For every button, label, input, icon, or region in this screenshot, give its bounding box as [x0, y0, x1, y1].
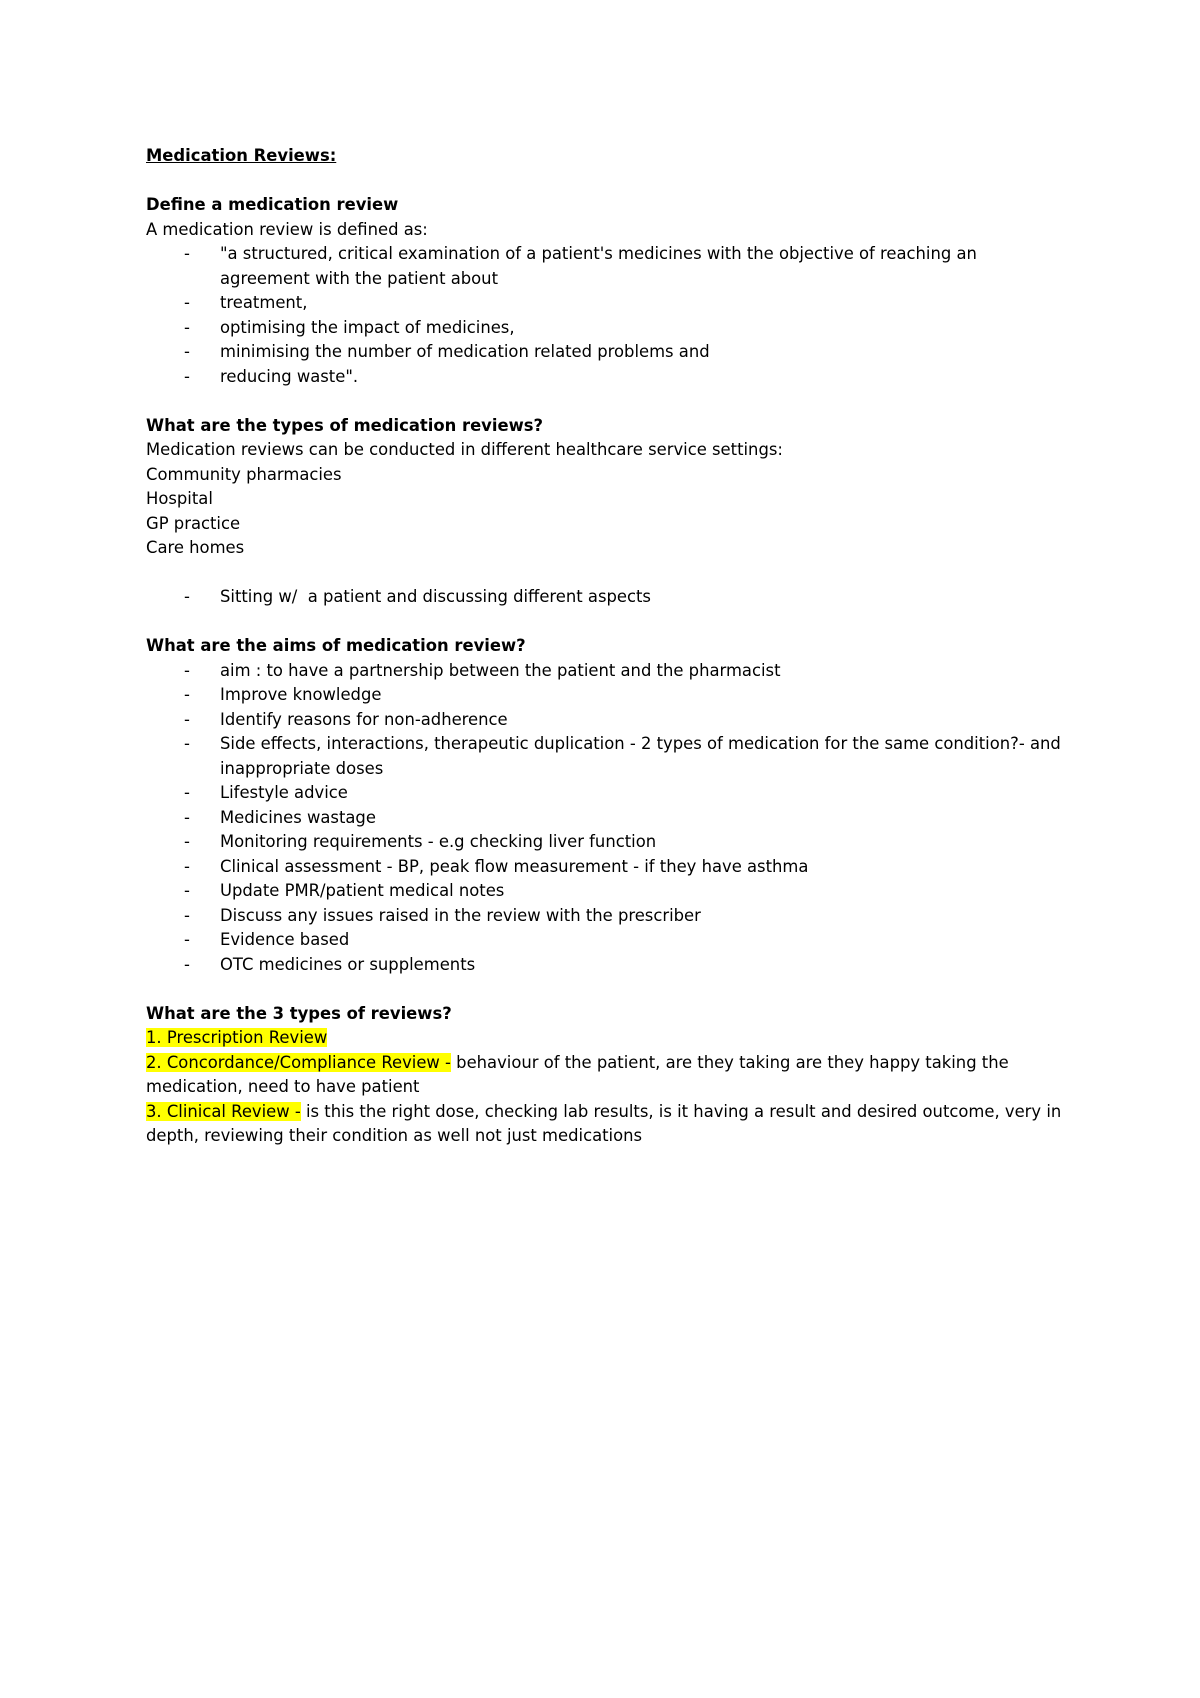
list-item	[146, 830, 1066, 855]
document-title: Medication Reviews:	[146, 146, 337, 165]
define-list	[146, 242, 1066, 389]
highlighted-label: 2. Concordance/Compliance Review -	[146, 1052, 451, 1072]
list-item	[146, 659, 1066, 684]
review-type-prescription	[146, 1026, 1066, 1051]
list-item-text: Clinical assessment - BP, peak flow measurement - if they have asthma	[220, 856, 809, 876]
dash-bullet: -	[184, 905, 190, 925]
list-item	[146, 316, 1066, 341]
review-description: behaviour of the patient, are they taking are they happy taking the medication, need to have patient	[146, 1052, 1009, 1096]
dash-bullet: -	[184, 856, 190, 876]
review-type-clinical	[146, 1100, 1066, 1149]
spacer	[146, 561, 1066, 586]
list-item	[146, 365, 1066, 390]
setting-line: Hospital	[146, 489, 213, 508]
list-item-text: minimising the number of medication related problems and	[220, 342, 710, 361]
list-item-text: aim : to have a partnership between the patient and the pharmacist	[220, 660, 781, 680]
dash-bullet: -	[184, 366, 190, 386]
setting-line: Care homes	[146, 538, 245, 557]
list-item	[146, 585, 1066, 610]
dash-bullet: -	[184, 317, 190, 337]
dash-bullet: -	[184, 660, 190, 680]
list-item-text: Lifestyle advice	[220, 783, 348, 802]
list-item	[146, 340, 1066, 365]
spacer	[146, 389, 1066, 414]
spacer	[146, 610, 1066, 635]
section-heading-three-types: What are the 3 types of reviews?	[146, 1003, 452, 1023]
section-heading-define: Define a medication review	[146, 195, 399, 214]
setting-line: GP practice	[146, 513, 241, 533]
define-intro: A medication review is defined as:	[146, 219, 428, 239]
list-item	[146, 683, 1066, 708]
highlighted-label: 1. Prescription Review	[146, 1028, 328, 1047]
list-item-text: Medicines wastage	[220, 807, 376, 827]
list-item	[146, 953, 1066, 978]
section-heading-aims: What are the aims of medication review?	[146, 636, 526, 655]
list-item-text: optimising the impact of medicines,	[220, 317, 515, 337]
list-item-text: Side effects, interactions, therapeutic duplication - 2 types of medication for the same condition?- and inappropriate doses	[220, 734, 1061, 778]
list-item	[146, 904, 1066, 929]
dash-bullet: -	[184, 685, 190, 704]
dash-bullet: -	[184, 807, 190, 827]
spacer	[146, 169, 1066, 194]
list-item-text: treatment,	[220, 293, 308, 312]
list-item	[146, 806, 1066, 831]
list-item-text: Sitting w/ a patient and discussing different aspects	[220, 587, 651, 606]
list-item-text: OTC medicines or supplements	[220, 954, 476, 974]
review-description: is this the right dose, checking lab results, is it having a result and desired outcome, very in depth, reviewing their condition as well not just medications	[146, 1101, 1062, 1145]
dash-bullet: -	[184, 244, 190, 263]
list-item-text: reducing waste".	[220, 366, 359, 386]
dash-bullet: -	[184, 881, 190, 900]
dash-bullet: -	[184, 734, 190, 753]
setting-line: Community pharmacies	[146, 464, 342, 484]
dash-bullet: -	[184, 709, 190, 729]
types-list	[146, 585, 1066, 610]
list-item	[146, 708, 1066, 733]
list-item-text: Discuss any issues raised in the review with the prescriber	[220, 905, 701, 925]
list-item	[146, 928, 1066, 953]
highlighted-label: 3. Clinical Review -	[146, 1101, 301, 1121]
list-item-text: Evidence based	[220, 930, 350, 949]
spacer	[146, 977, 1066, 1002]
list-item	[146, 291, 1066, 316]
review-type-concordance	[146, 1051, 1066, 1100]
dash-bullet: -	[184, 342, 190, 361]
list-item	[146, 732, 1066, 781]
document-body	[146, 144, 1066, 1149]
aims-list	[146, 659, 1066, 978]
dash-bullet: -	[184, 293, 190, 312]
types-intro: Medication reviews can be conducted in different healthcare service settings:	[146, 440, 783, 459]
list-item-text: Monitoring requirements - e.g checking liver function	[220, 832, 657, 851]
dash-bullet: -	[184, 954, 190, 974]
list-item-text: Identify reasons for non-adherence	[220, 709, 508, 729]
list-item	[146, 879, 1066, 904]
list-item-text: Update PMR/patient medical notes	[220, 881, 505, 900]
dash-bullet: -	[184, 832, 190, 851]
dash-bullet: -	[184, 783, 190, 802]
list-item-text: Improve knowledge	[220, 685, 382, 704]
list-item	[146, 242, 1066, 291]
section-heading-types: What are the types of medication reviews?	[146, 415, 544, 435]
dash-bullet: -	[184, 930, 190, 949]
list-item	[146, 781, 1066, 806]
list-item-text: "a structured, critical examination of a patient's medicines with the objective of reaching an agreement with the patient about	[220, 244, 977, 288]
dash-bullet: -	[184, 587, 190, 606]
list-item	[146, 855, 1066, 880]
